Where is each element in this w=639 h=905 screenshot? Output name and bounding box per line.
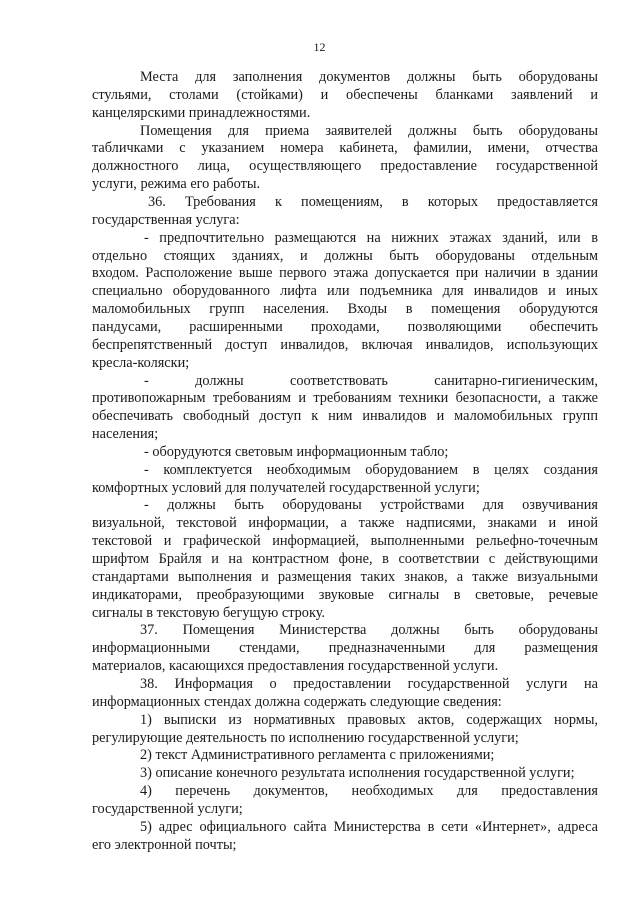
text-line: услуги, режима его работы. [92,176,261,193]
text-line: пандусами, расширенными проходами, позволяющими обеспечить [92,318,598,335]
text-line: 5) адрес официального сайта Министерства в сети «Интернет», адреса [140,818,598,835]
page-number: 12 [313,40,326,54]
text-line: визуальной, текстовой информации, а также надписями, знаками и иной [92,515,598,532]
text-line: информационных стендах должна содержать следующие сведения: [92,693,502,710]
text-line: отдельно стоящих зданиях, и должны быть оборудованы отдельным [92,247,598,264]
text-line: - должны быть оборудованы устройствами для озвучивания [144,497,598,514]
text-line: табличками с указанием номера кабинета, фамилии, имени, отчества [92,140,598,157]
text-line: - предпочтительно размещаются на нижних этажах зданий, или в [144,229,598,246]
text-line: комфортных условий для получателей государственной услуги; [92,479,480,496]
text-line: его электронной почты; [92,836,237,853]
text-line: сигналы в текстовую бегущую строку. [92,604,325,621]
text-line: 2) текст Административного регламента с приложениями; [140,747,495,764]
text-line: населения; [92,426,159,442]
text-line: маломобильных групп населения. Входы в помещения оборудуются [92,301,598,318]
text-line: стандартами выполнения и размещения таких знаков, а также визуальными [92,568,598,585]
text-line: государственной услуги; [92,800,243,817]
text-line: - должны соответствовать санитарно-гигиеническим, [144,372,598,389]
text-line: шрифтом Брайля и на контрастном фоне, в соответствии с действующими [92,551,598,567]
text-line: индикаторами, преобразующими звуковые сигналы в световые, речевые [92,586,598,603]
text-line: 37. Помещения Министерства должны быть оборудованы [140,622,598,639]
text-line: беспрепятственный доступ инвалидов, включая инвалидов, использующих [92,336,598,353]
text-line: 3) описание конечного результата исполнения государственной услуги; [140,765,575,782]
text-line: специально оборудованного лифта или подъемника для инвалидов и иных [92,283,598,300]
text-line: Помещения для приема заявителей должны быть оборудованы [140,122,598,139]
text-line: стульями, столами (стойками) и обеспечены бланками заявлений и [92,86,598,103]
text-line: текстовой и графической информацией, выполненными рельефно-точечным [92,533,598,550]
text-line: кресла-коляски; [92,354,190,371]
text-line: Места для заполнения документов должны быть оборудованы [140,69,598,85]
text-line: 38. Информация о предоставлении государственной услуги на [140,675,598,692]
text-line: 4) перечень документов, необходимых для предоставления [140,783,598,799]
text-line: противопожарным требованиям и требованиям техники безопасности, а также [92,390,598,407]
text-line: 1) выписки из нормативных правовых актов, содержащих нормы, [140,711,598,728]
text-line: должностного лица, осуществляющего предоставление государственной [92,158,598,175]
text-line: государственная услуга: [92,211,240,228]
text-line: регулирующие деятельность по исполнению государственной услуги; [92,729,519,746]
text-line: 36. Требования к помещениям, в которых предоставляется [148,194,598,210]
text-line: входом. Расположение выше первого этажа допускается при наличии в здании [92,265,598,282]
text-line: обеспечивать свободный доступ к ним инвалидов и маломобильных групп [92,408,598,425]
text-line: - оборудуются световым информационным табло; [144,443,449,460]
text-line: информационными стендами, предназначенными для размещения [92,640,598,657]
text-line: материалов, касающихся предоставления государственной услуги. [92,658,499,675]
text-line: канцелярскими принадлежностями. [92,104,311,121]
text-line: - комплектуется необходимым оборудованием в целях создания [144,461,598,478]
